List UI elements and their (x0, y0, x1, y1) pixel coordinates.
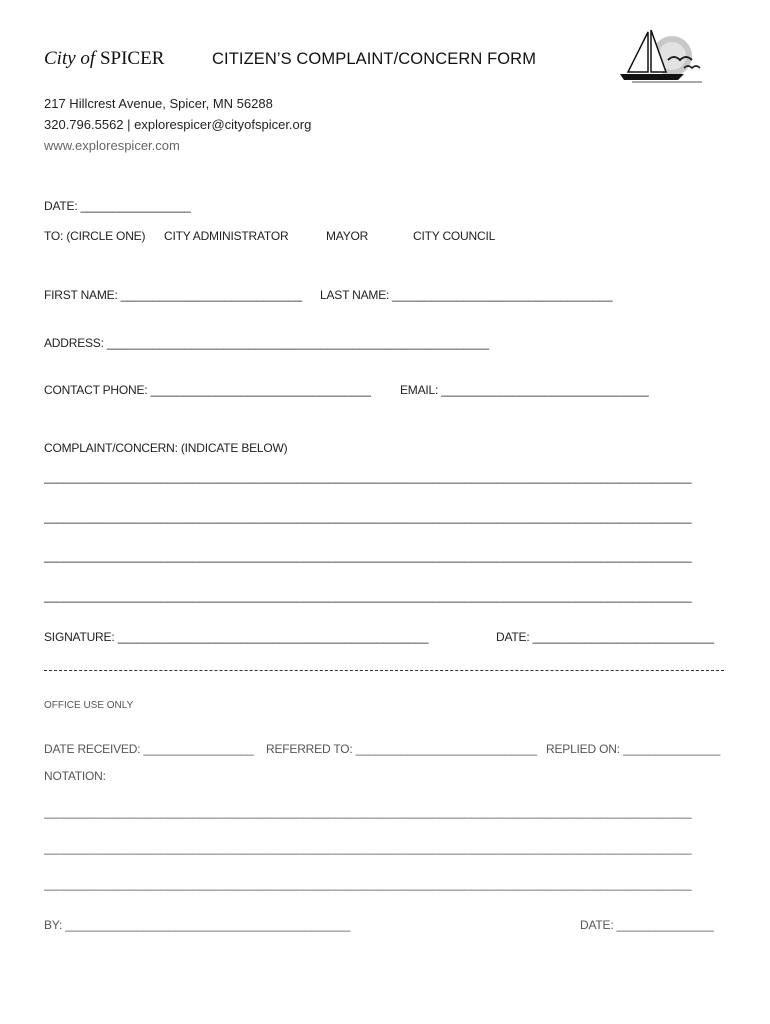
complaint-label: COMPLAINT/CONCERN: (INDICATE BELOW) (44, 441, 288, 455)
notation-line[interactable]: ____________________________________________________________________________________________________ (44, 805, 692, 819)
contact-phone-field[interactable]: CONTACT PHONE: __________________________________ (44, 383, 371, 397)
website-link[interactable]: www.explorespicer.com (44, 138, 180, 153)
city-logo (44, 48, 164, 70)
complaint-line[interactable]: ____________________________________________________________________________________________________ (44, 549, 692, 563)
complaint-line[interactable]: ____________________________________________________________________________________________________ (44, 589, 692, 603)
date-field[interactable]: DATE: _________________ (44, 199, 191, 213)
email-field[interactable]: EMAIL: ________________________________ (400, 383, 649, 397)
replied-on-field[interactable]: REPLIED ON: _______________ (546, 742, 721, 756)
by-date-field[interactable]: DATE: _______________ (580, 918, 714, 932)
signature-date-field[interactable]: DATE: ____________________________ (496, 630, 714, 644)
complaint-line[interactable]: ____________________________________________________________________________________________________ (44, 470, 692, 484)
notation-line[interactable]: ____________________________________________________________________________________________________ (44, 877, 692, 891)
sailboat-logo-icon (618, 26, 708, 84)
logo-name-text: SPICER (99, 48, 165, 69)
option-city-administrator[interactable]: CITY ADMINISTRATOR (164, 229, 289, 243)
option-mayor[interactable]: MAYOR (326, 229, 369, 243)
form-title: CITIZEN’S COMPLAINT/CONCERN FORM (212, 50, 537, 68)
address-field[interactable]: ADDRESS: ___________________________________________________________ (44, 336, 489, 350)
date-received-field[interactable]: DATE RECEIVED: _________________ (44, 742, 254, 756)
complaint-line[interactable]: ____________________________________________________________________________________________________ (44, 510, 692, 524)
to-label: TO: (CIRCLE ONE) (44, 229, 146, 243)
referred-to-field[interactable]: REFERRED TO: ____________________________ (266, 742, 537, 756)
address-line: 217 Hillcrest Avenue, Spicer, MN 56288 (44, 96, 273, 111)
notation-label: NOTATION: (44, 769, 106, 783)
logo-city-text: City (44, 48, 76, 69)
notation-line[interactable]: ____________________________________________________________________________________________________ (44, 841, 692, 855)
office-divider (44, 670, 724, 671)
office-use-label: OFFICE USE ONLY (44, 700, 134, 711)
signature-field[interactable]: SIGNATURE: ________________________________________________ (44, 630, 429, 644)
by-field[interactable]: BY: ____________________________________________ (44, 918, 351, 932)
logo-of-text: of (80, 48, 96, 69)
option-city-council[interactable]: CITY COUNCIL (413, 229, 496, 243)
first-name-field[interactable]: FIRST NAME: ____________________________ (44, 288, 302, 302)
contact-line: 320.796.5562 | explorespicer@cityofspicer.org (44, 117, 312, 132)
last-name-field[interactable]: LAST NAME: __________________________________ (320, 288, 613, 302)
